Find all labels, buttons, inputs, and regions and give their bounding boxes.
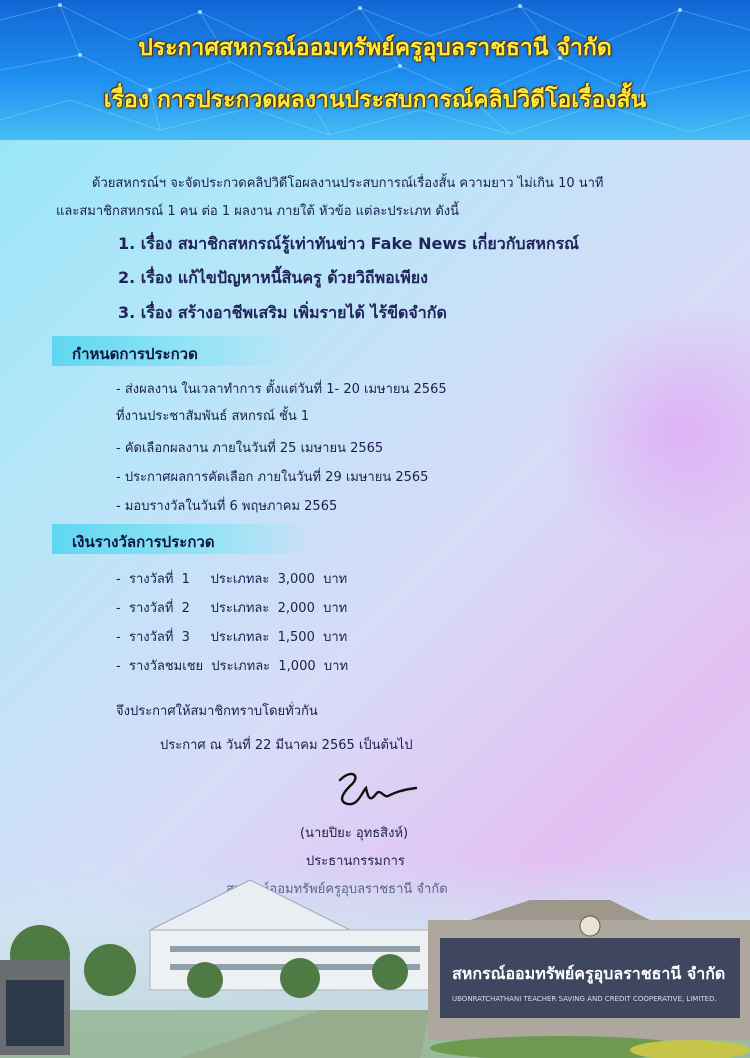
schedule-item-1-cont: ที่งานประชาสัมพันธ์ สหกรณ์ ชั้น 1 — [116, 409, 310, 424]
prize-item-2: - รางวัลที่ 2 ประเภทละ 2,000 บาท — [116, 601, 348, 616]
intro-line-1: ด้วยสหกรณ์ฯ จะจัดประกวดคลิปวิดีโอผลงานประสบการณ์เรื่องสั้น ความยาว ไม่เกิน 10 นาที — [92, 176, 604, 191]
network-pattern-graphic — [0, 0, 750, 140]
building-sign-thai: สหกรณ์ออมทรัพย์ครูอุบลราชธานี จำกัด — [452, 964, 726, 983]
header-subtitle: เรื่อง การประกวดผลงานประสบการณ์คลิปวิดีโอเรื่องสั้น — [103, 87, 647, 113]
prize-item-3: - รางวัลที่ 3 ประเภทละ 1,500 บาท — [116, 630, 348, 645]
closing-line-1: จึงประกาศให้สมาชิกทราบโดยทั่วกัน — [116, 704, 318, 719]
closing-line-2: ประกาศ ณ วันที่ 22 มีนาคม 2565 เป็นต้นไป — [160, 738, 413, 753]
topic-3: 3. เรื่อง สร้างอาชีพเสริม เพิ่มรายได้ ไร้ขีดจำกัด — [118, 303, 447, 322]
header-title: ประกาศสหกรณ์ออมทรัพย์ครูอุบลราชธานี จำกัด — [138, 35, 612, 61]
prizes-heading: เงินรางวัลการประกวด — [72, 533, 215, 551]
schedule-heading-pill — [52, 336, 292, 366]
schedule-heading: กำหนดการประกวด — [72, 345, 198, 363]
cooperative-building-photo — [0, 860, 750, 1058]
header-banner — [0, 0, 750, 140]
schedule-item-4: - มอบรางวัลในวันที่ 6 พฤษภาคม 2565 — [116, 499, 338, 514]
prize-item-1: - รางวัลที่ 1 ประเภทละ 3,000 บาท — [116, 572, 348, 587]
prizes-heading-pill — [52, 524, 312, 554]
prize-item-4: - รางวัลชมเชย ประเภทละ 1,000 บาท — [116, 659, 349, 674]
topic-1: 1. เรื่อง สมาชิกสหกรณ์รู้เท่าทันข่าว Fake News เกี่ยวกับสหกรณ์ — [118, 234, 580, 253]
topic-2: 2. เรื่อง แก้ไขปัญหาหนี้สินครู ด้วยวิถีพอเพียง — [118, 268, 428, 287]
signatory-name: (นายปิยะ อุทธสิงห์) — [300, 826, 409, 841]
signature-graphic — [332, 768, 422, 812]
schedule-item-2: - คัดเลือกผลงาน ภายในวันที่ 25 เมษายน 2565 — [116, 441, 384, 456]
background-glow — [550, 300, 750, 560]
intro-line-2: และสมาชิกสหกรณ์ 1 คน ต่อ 1 ผลงาน ภายใต้ หัวข้อ แต่ละประเภท ดังนี้ — [56, 204, 460, 219]
building-sign-english: UBONRATCHATHANI TEACHER SAVING AND CREDIT COOPERATIVE, LIMITED. — [452, 995, 717, 1003]
schedule-item-1: - ส่งผลงาน ในเวลาทำการ ตั้งแต่วันที่ 1- 20 เมษายน 2565 — [116, 382, 447, 397]
schedule-item-3: - ประกาศผลการคัดเลือก ภายในวันที่ 29 เมษายน 2565 — [116, 470, 429, 485]
